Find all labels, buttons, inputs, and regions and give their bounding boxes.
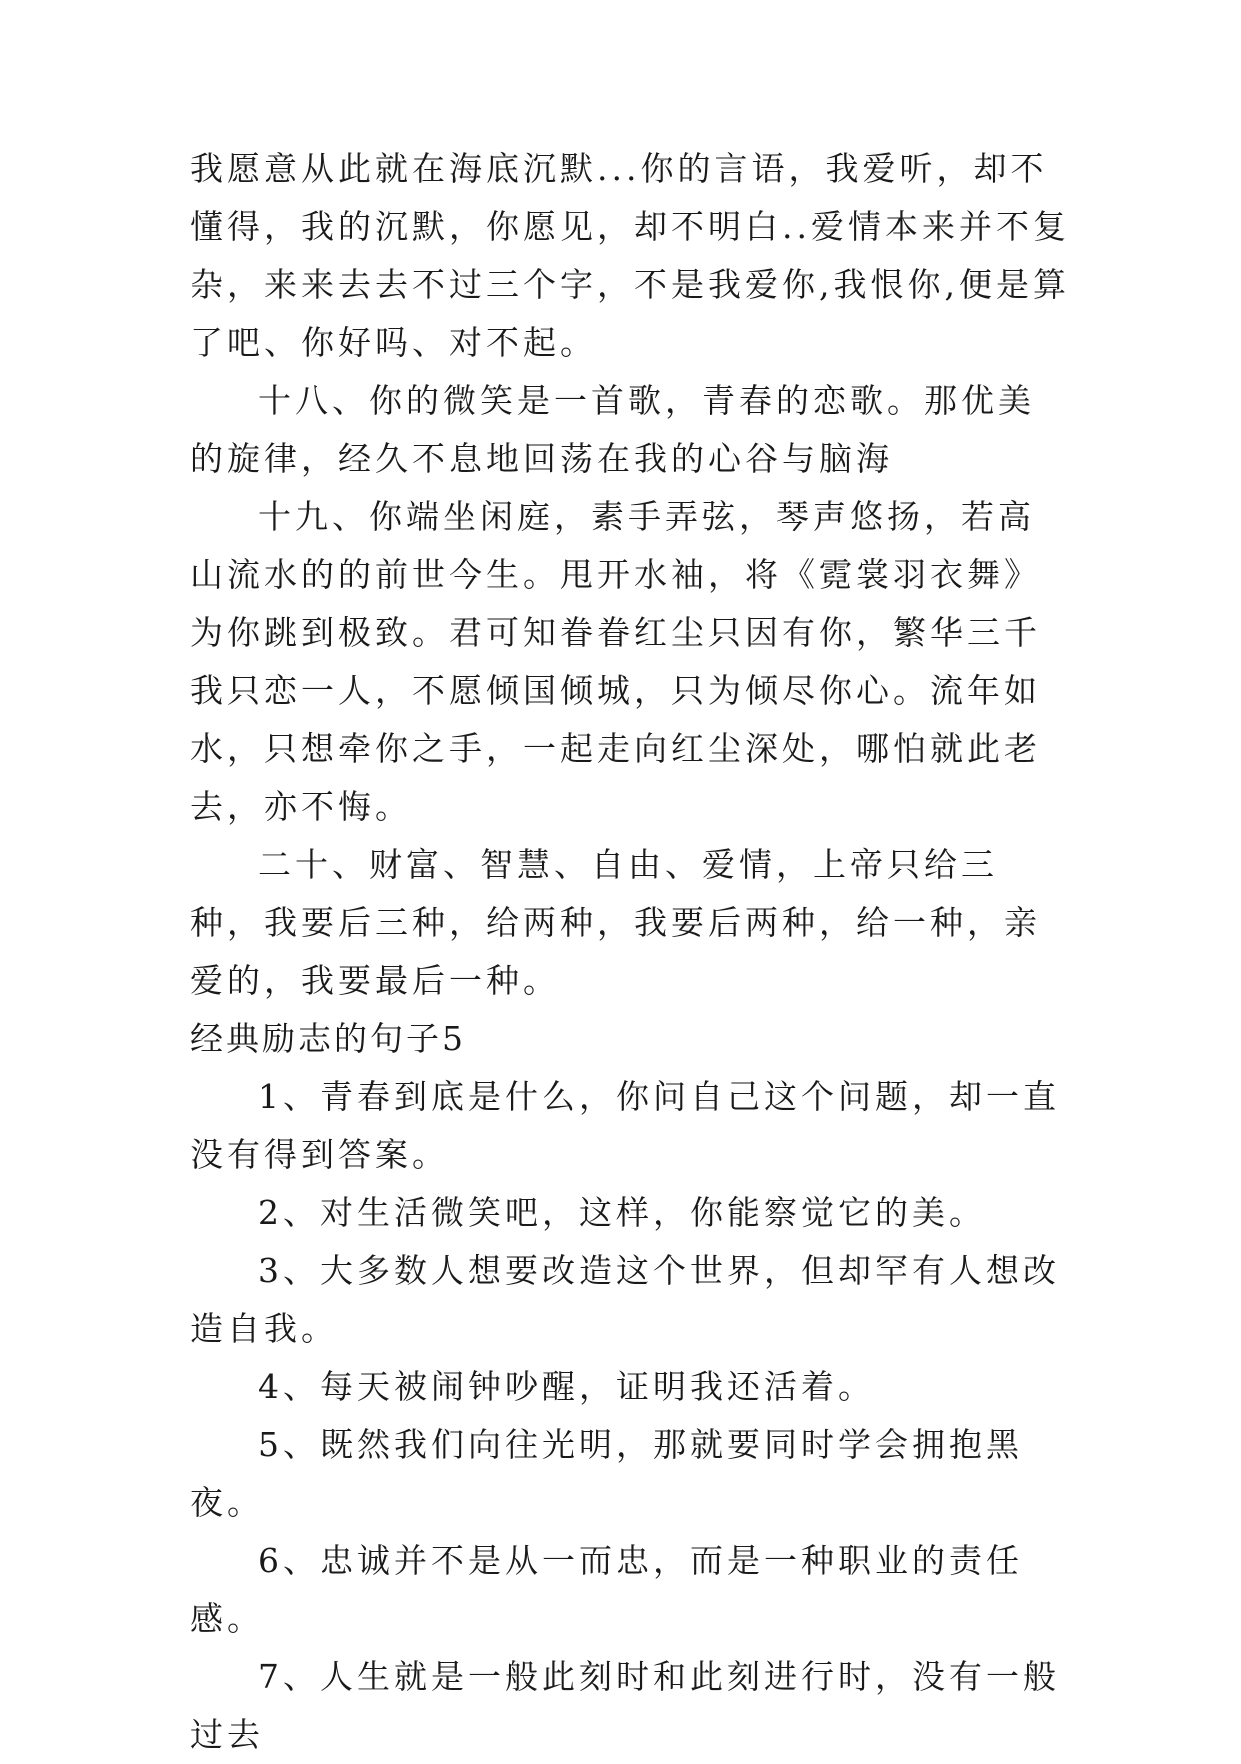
section-title: 经典励志的句子5 <box>190 1019 466 1058</box>
list-item: 7、人生就是一般此刻时和此刻进行时，没有一般过去 <box>190 1657 1060 1754</box>
list-item: 2、对生活微笑吧，这样，你能察觉它的美。 <box>258 1193 986 1232</box>
list-item: 5、既然我们向往光明，那就要同时学会拥抱黑夜。 <box>190 1425 1023 1522</box>
paragraph: 我愿意从此就在海底沉默...你的言语，我爱听，却不懂得，我的沉默，你愿见，却不明白..爱情本来并不复杂，来来去去不过三个字，不是我爱你,我恨你,便是算了吧、你好吗、对不起。 <box>190 149 1070 362</box>
list-item: 3、大多数人想要改造这个世界，但却罕有人想改造自我。 <box>190 1251 1060 1348</box>
list-item: 4、每天被闹钟吵醒，证明我还活着。 <box>258 1367 875 1406</box>
list-item: 6、忠诚并不是从一而忠，而是一种职业的责任感。 <box>190 1541 1023 1638</box>
paragraph: 十九、你端坐闲庭，素手弄弦，琴声悠扬，若高山流水的的前世今生。甩开水袖，将《霓裳羽衣舞》为你跳到极致。君可知眷眷红尘只因有你，繁华三千我只恋一人，不愿倾国倾城，只为倾尽你心。流年如水，只想牵你之手，一起走向红尘深处，哪怕就此老去，亦不悔。 <box>190 497 1041 826</box>
document-page <box>190 140 1070 1764</box>
paragraph: 二十、财富、智慧、自由、爱情，上帝只给三种，我要后三种，给两种，我要后两种，给一种，亲爱的，我要最后一种。 <box>190 845 1041 1000</box>
paragraph: 十八、你的微笑是一首歌，青春的恋歌。那优美的旋律，经久不息地回荡在我的心谷与脑海 <box>190 381 1035 478</box>
list-item: 1、青春到底是什么，你问自己这个问题，却一直没有得到答案。 <box>190 1077 1060 1174</box>
